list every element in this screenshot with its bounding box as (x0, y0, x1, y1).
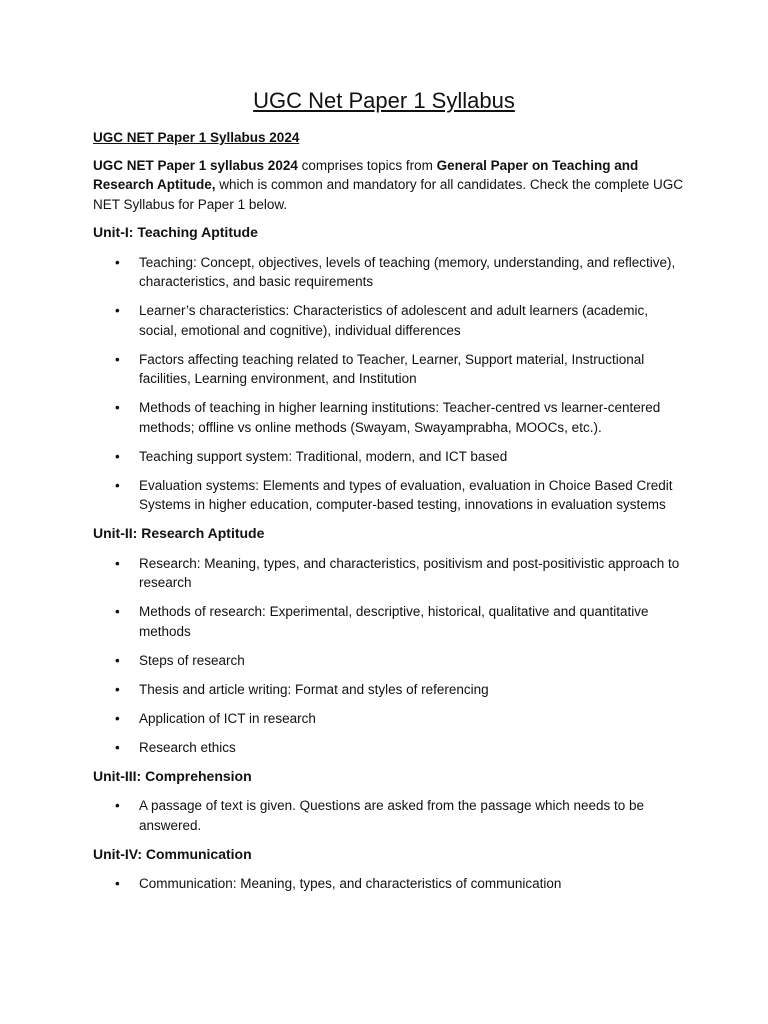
bullet-icon: • (115, 303, 120, 318)
bullet-icon: • (115, 798, 120, 813)
list-item-text: Steps of research (139, 652, 245, 668)
list-item (93, 738, 683, 758)
list-item-text: Thesis and article writing: Format and styles of referencing (139, 681, 489, 697)
bullet-icon: • (115, 448, 120, 464)
intro-text-2: which is common and mandatory for all candidates. Check the complete UGC NET Syllabus for Paper 1 below. (93, 177, 683, 212)
list-item (93, 796, 683, 835)
intro-bold-2: General Paper on Teaching and Research Aptitude, (93, 157, 639, 192)
list-item-text: Teaching: Concept, objectives, levels of teaching (memory, understanding, and reflective), characteristics, and basic requirements (139, 254, 676, 289)
bullet-icon: • (115, 351, 120, 367)
unit-3-list (93, 796, 683, 835)
list-item-text: Learner’s characteristics: Characteristics of adolescent and adult learners (academic, social, emotional and cognitive), individual differences (139, 303, 648, 338)
bullet-icon: • (115, 400, 120, 415)
unit-heading-4: Unit-IV: Communication (93, 845, 252, 862)
bullet-icon: • (115, 652, 120, 668)
list-item-text: Methods of teaching in higher learning institutions: Teacher-centred vs learner-centered methods; offline vs online methods (Swayam, Swayamprabha, MOOCs, etc.). (139, 400, 661, 435)
list-item (93, 651, 683, 671)
list-item (93, 447, 683, 467)
list-item-text: Research ethics (139, 739, 236, 755)
list-item (93, 874, 683, 894)
list-item (93, 301, 683, 340)
list-item-text: Research: Meaning, types, and characteristics, positivism and post-positivistic approach to research (139, 555, 680, 590)
bullet-icon: • (115, 681, 120, 697)
intro-text-1: comprises topics from (297, 157, 437, 173)
list-item (93, 554, 683, 593)
bullet-icon: • (115, 555, 120, 571)
page-title: UGC Net Paper 1 Syllabus (253, 88, 515, 113)
bullet-icon: • (115, 604, 120, 619)
list-item-text: Communication: Meaning, types, and characteristics of communication (139, 876, 562, 891)
list-item-text: Teaching support system: Traditional, modern, and ICT based (139, 448, 508, 464)
list-item (93, 680, 683, 700)
bullet-icon: • (115, 477, 120, 493)
list-item-text: Methods of research: Experimental, descriptive, historical, qualitative and quantitative methods (139, 604, 649, 639)
bullet-icon: • (115, 710, 120, 726)
unit-heading-3: Unit-III: Comprehension (93, 767, 252, 784)
list-item-text: Evaluation systems: Elements and types of evaluation, evaluation in Choice Based Credit Systems in higher education, computer-based testing, innovations in evaluation systems (139, 477, 673, 512)
unit-1-list (93, 253, 683, 515)
list-item (93, 398, 683, 437)
document-body (93, 128, 683, 903)
list-item-text: Factors affecting teaching related to Teacher, Learner, Support material, Instructional facilities, Learning environment, and Institution (139, 351, 645, 386)
list-item (93, 476, 683, 515)
list-item (93, 709, 683, 729)
list-item (93, 253, 683, 292)
unit-2-list (93, 554, 683, 758)
bullet-icon: • (115, 739, 120, 755)
unit-heading-2: Unit-II: Research Aptitude (93, 525, 265, 541)
intro-paragraph (93, 156, 683, 215)
list-item (93, 602, 683, 641)
bullet-icon: • (115, 254, 120, 270)
list-item-text: A passage of text is given. Questions are asked from the passage which needs to be answered. (139, 798, 645, 833)
unit-4-list (93, 874, 683, 894)
bullet-icon: • (115, 876, 120, 891)
section-subtitle: UGC NET Paper 1 Syllabus 2024 (93, 130, 300, 145)
list-item (93, 350, 683, 389)
unit-heading-1: Unit-I: Teaching Aptitude (93, 224, 258, 240)
intro-bold-1: UGC NET Paper 1 syllabus 2024 (93, 157, 298, 173)
list-item-text: Application of ICT in research (139, 710, 316, 726)
